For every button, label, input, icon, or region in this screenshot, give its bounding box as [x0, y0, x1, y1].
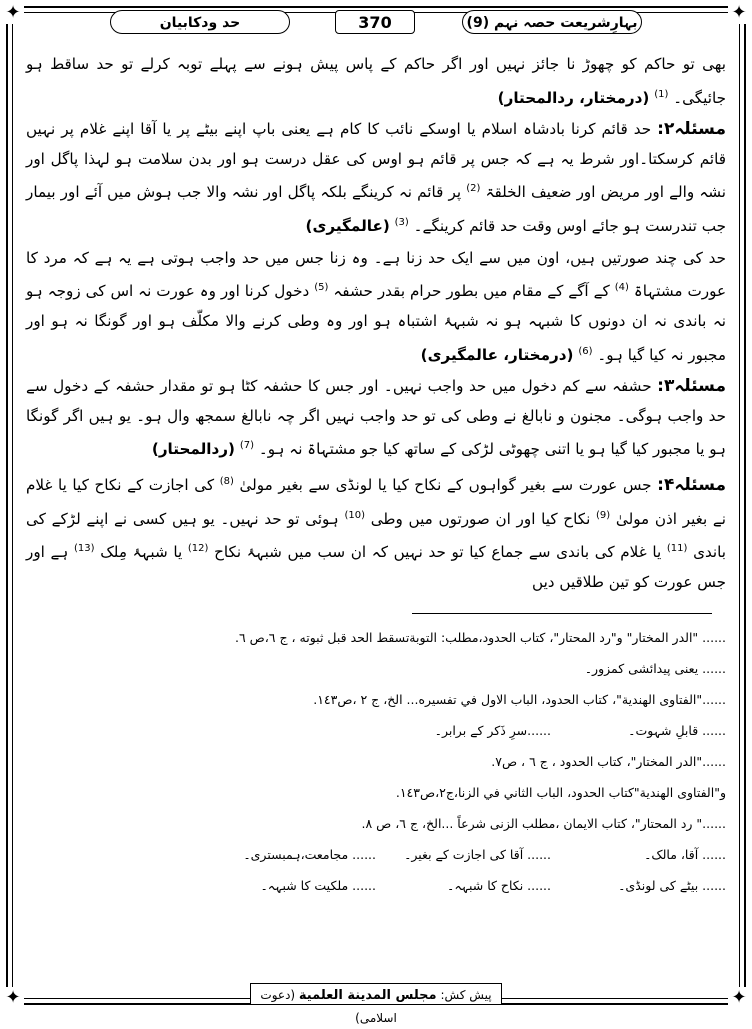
- footnote-ref: (6): [578, 345, 593, 357]
- page-header: [110, 6, 642, 36]
- footnote-8: ...... آقا، مالک۔: [644, 847, 726, 862]
- footnote-7: ......" رد المحتار"، كتاب الايمان ،مطلب الزنى شرعاً ...الخ، ج ٦، ص ٨.: [361, 816, 726, 831]
- footnote-ref: (13): [74, 543, 95, 555]
- corner-ornament-icon: ✦: [728, 987, 750, 1009]
- footnote-ref: (8): [219, 476, 234, 488]
- footnote-ref: (4): [614, 282, 629, 294]
- footnote-3: ......"الفتاوى الهندية"، كتاب الحدود، الباب الاول في تفسيره... الخ، ج ٢ ،ص١٤٣.: [313, 692, 726, 707]
- footnote-2: ...... یعنی پیدائشی کمزور۔: [584, 661, 726, 676]
- book-title: بہارِشریعت حصہ نہم (9): [462, 10, 642, 34]
- corner-ornament-icon: ✦: [728, 2, 750, 24]
- footnote-10: ...... مجامعت،ہمبستری۔: [243, 847, 376, 862]
- footnote-6b: و"الفتاوى الهندية"كتاب الحدود، الباب الثاني في الزنا،ج٢،ص١٤٣.: [395, 785, 726, 800]
- paragraph-1: بھی تو حاکم کو چھوڑ نا جائز نہیں اور اگر حاکم کے پاس پیش ہونے سے پہلے توبہ کرلے تو حد ساقط ہو جائیگی۔ $^{(1)}$ (درمختار، ردالمحتار): [26, 55, 726, 107]
- footnote-ref: (2): [466, 183, 481, 195]
- citation: (عالمگیری): [305, 217, 390, 236]
- footnote-5: ......سرِ ذَکر کے برابر۔: [434, 723, 551, 738]
- footnote-ref: (11): [666, 543, 688, 555]
- footnote-ref: (5): [314, 282, 329, 294]
- masala-label: مسئلہ۲:: [657, 119, 726, 140]
- corner-ornament-icon: ✦: [2, 2, 24, 24]
- masala-2: مسئلہ۲: حد قائم کرنا بادشاہ اسلام یا اوسکے نائب کا کام ہے یعنی باپ اپنے بیٹے پر یا آقا اپنے غلام پر نہیں قائم کرسکتا۔اور شرط یہ ہے کہ جس پر قائم ہو اوس کی عقل درست ہو اور بدن سلامت ہو لہذا پاگل اور نشہ والے اور مریض اور ضعیف الخلقۃ $^{(2)}$ پر قائم نہ کرینگے بلکہ پاگل اور نشہ والا جب ہوش میں آئے اور بیمار جب تندرست ہو جائے اوس وقت حد قائم کرینگے۔ $^{(3)}$ (عالمگیری): [26, 119, 727, 236]
- footnote-ref: (12): [187, 543, 209, 555]
- publisher-footer: [250, 983, 502, 1025]
- footnote-row: [26, 715, 726, 746]
- footnote-1: ...... "الدر المختار" و"رد المحتار"، كتاب الحدود،مطلب: التوبةتسقط الحد قبل ثبوته ، ج ٦،ص ٦.: [234, 630, 726, 645]
- footnote-13: ...... ملکیت کا شبہہ۔: [260, 878, 376, 893]
- footnote-6: ......"الدر المختار"، كتاب الحدود ، ج ٦ ، ص٧.: [491, 754, 726, 769]
- footnote-9: ...... آقا کی اجازت کے بغیر۔: [404, 847, 551, 862]
- main-text: [26, 50, 726, 600]
- footnotes: [26, 622, 726, 901]
- footnote-11: ...... بیٹے کی لونڈی۔: [618, 878, 726, 893]
- masala-label: مسئلہ۴:: [657, 475, 727, 496]
- publisher-name: مجلس المدينة العلمية: [298, 988, 437, 1003]
- footer-prefix: پیش کش:: [440, 988, 492, 1002]
- footnote-row: [26, 839, 726, 870]
- footnote-ref: (9): [596, 509, 611, 521]
- footnote-ref: (7): [239, 440, 254, 452]
- masala-label: مسئلہ۳:: [657, 376, 727, 397]
- masala-4: مسئلہ۴: جس عورت سے بغیر گواہوں کے نکاح کیا یا لونڈی سے بغیر مولیٰ $^{(8)}$ کی اجازت کے نکاح کیا یا غلام نے بغیر اذن مولیٰ $^{(9)}$ نکاح کیا اور ان صورتوں میں وطی $^{(10)}$ ہوئی تو حد نہیں۔ یو ہیں کسی نے اپنے لڑکے کی باندی $^{(11)}$ یا غلام کی باندی سے جماع کیا تو حد نہیں کہ ان سب میں شبہۂ نکاح $^{(12)}$ یا شبہۂ مِلک $^{(13)}$ ہے اور جس عورت کو تین طلاقیں دیں: [26, 475, 727, 592]
- publisher-org: (دعوت اسلامی): [260, 988, 397, 1025]
- footnote-12: ...... نکاح کا شبہہ۔: [447, 878, 551, 893]
- footnote-row: [26, 870, 726, 901]
- masala-3: مسئلہ۳: حشفہ سے کم دخول میں حد واجب نہیں۔ اور جس کا حشفہ کٹا ہو تو مقدار حشفہ کے دخول سے حد واجب ہوگی۔ مجنون و نابالغ نے وطی کی تو حد واجب نہیں اگر چہ نابالغ سمجھ وال ہو۔ یو ہیں اگر گونگا ہو یا مجبور کیا گیا ہو یا اتنی چھوٹی لڑکی کے ساتھ کیا جو مشتہاۃ نہ ہو۔ $^{(7)}$ (ردالمحتار): [26, 376, 727, 459]
- footnote-ref: (10): [344, 509, 366, 521]
- footnote-ref: (1): [654, 88, 669, 100]
- footnote-divider: [412, 613, 712, 614]
- chapter-title: حد ودکابیان: [110, 10, 290, 34]
- citation: (ردالمحتار): [151, 440, 235, 459]
- citation: (درمختار، عالمگیری): [420, 345, 574, 364]
- page-number: 370: [335, 10, 415, 34]
- footnote-ref: (3): [394, 217, 409, 229]
- citation: (درمختار، ردالمحتار): [497, 88, 650, 107]
- paragraph-zina: حد کی چند صورتیں ہیں، اون میں سے ایک حد زنا ہے۔ وہ زنا جس میں حد واجب ہوتی ہے یہ ہے کہ مرد کا عورت مشتہاۃ $^{(4)}$ کے آگے کے مقام میں بطور حرام بقدر حشفہ $^{(5)}$ دخول کرنا اور وہ عورت نہ اس کی زوجہ ہو نہ باندی نہ ان دونوں کا شبہہ ہو نہ شبہۂ اشتباہ ہو اور وہ وطی کرنے والا مکلّف ہو اور گونگا نہ ہو اور مجبور نہ کیا گیا ہو۔ $^{(6)}$ (درمختار، عالمگیری): [26, 248, 727, 364]
- corner-ornament-icon: ✦: [2, 987, 24, 1009]
- footnote-4: ...... قابلِ شہوت۔: [628, 723, 726, 738]
